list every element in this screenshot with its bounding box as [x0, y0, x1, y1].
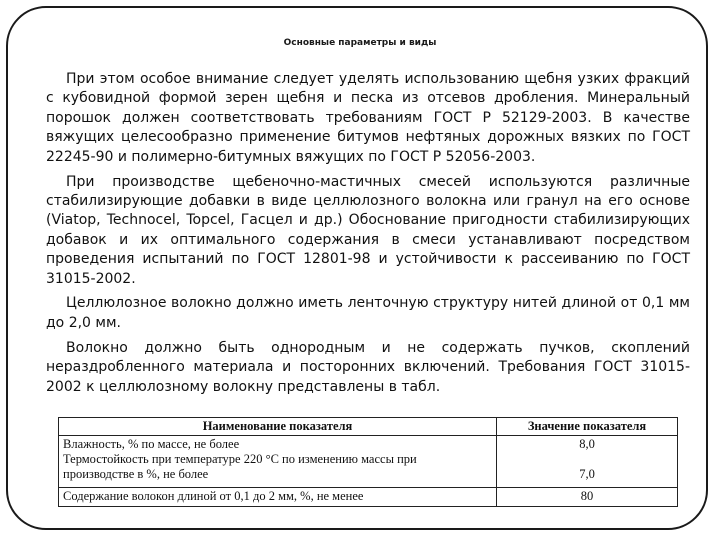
paragraph-1: При этом особое внимание следует уделять использованию щебня узких фракций с кубовидной формой зерен щебня и песка из отсевов дробления. Минеральный порошок должен соответствовать требованиям ГОСТ Р 52129-2003. В качестве вяжущих целесообразно применение битумов нефтяных дорожных вязких по ГОСТ 22245-90 и полимерно-битумных вяжущих по ГОСТ Р 52056-2003.: [46, 71, 690, 165]
table-cell-label: [59, 487, 497, 506]
paragraph-3: Целлюлозное волокно должно иметь ленточную структуру нитей длиной от 0,1 мм до 2,0 мм.: [46, 295, 690, 331]
table-row: [59, 487, 678, 506]
paragraph-2: При производстве щебеночно-мастичных смесей используются различные стабилизирующие добавки в виде целлюлозного волокна или гранул на его основе (Viatop, Technocel, Topcel, Гасцел и др.) Обоснование пригодности стабилизирующих добавок и их оптимального содержания в смеси устанавливают посредством проведения испытаний по ГОСТ 12801-98 и устойчивости к рассеиванию по ГОСТ 31015-2002.: [46, 173, 690, 287]
table-header-value: Значение показателя: [497, 418, 678, 436]
table-header-name: Наименование показателя: [59, 418, 497, 436]
table-cell-value: [497, 436, 678, 488]
cell-line: Термостойкость при температуре 220 °С по изменению массы при: [63, 452, 417, 466]
table-row: [59, 436, 678, 488]
table-header-row: [59, 418, 678, 436]
cell-line: Содержание волокон длиной от 0,1 до 2 мм, %, не менее: [63, 488, 364, 503]
table-cell-value: [497, 487, 678, 506]
cell-line: производстве в %, не более: [63, 467, 209, 481]
table-cell-label: [59, 436, 497, 488]
requirements-table: [58, 417, 678, 507]
cell-spacer: [501, 452, 673, 467]
cell-value: 80: [580, 488, 594, 503]
requirements-table-container: [58, 417, 678, 507]
cell-value: 7,0: [579, 467, 595, 481]
cell-value: 8,0: [579, 437, 595, 451]
cell-line: Влажность, % по массе, не более: [63, 437, 240, 451]
slide-title: Основные параметры и виды: [283, 38, 437, 48]
paragraph-4: Волокно должно быть однородным и не содержать пучков, скоплений нераздробленного материала и посторонних включений. Требования ГОСТ 31015-2002 к целлюлозному волокну представлены в табл.: [46, 339, 690, 395]
body-text: [46, 70, 690, 403]
